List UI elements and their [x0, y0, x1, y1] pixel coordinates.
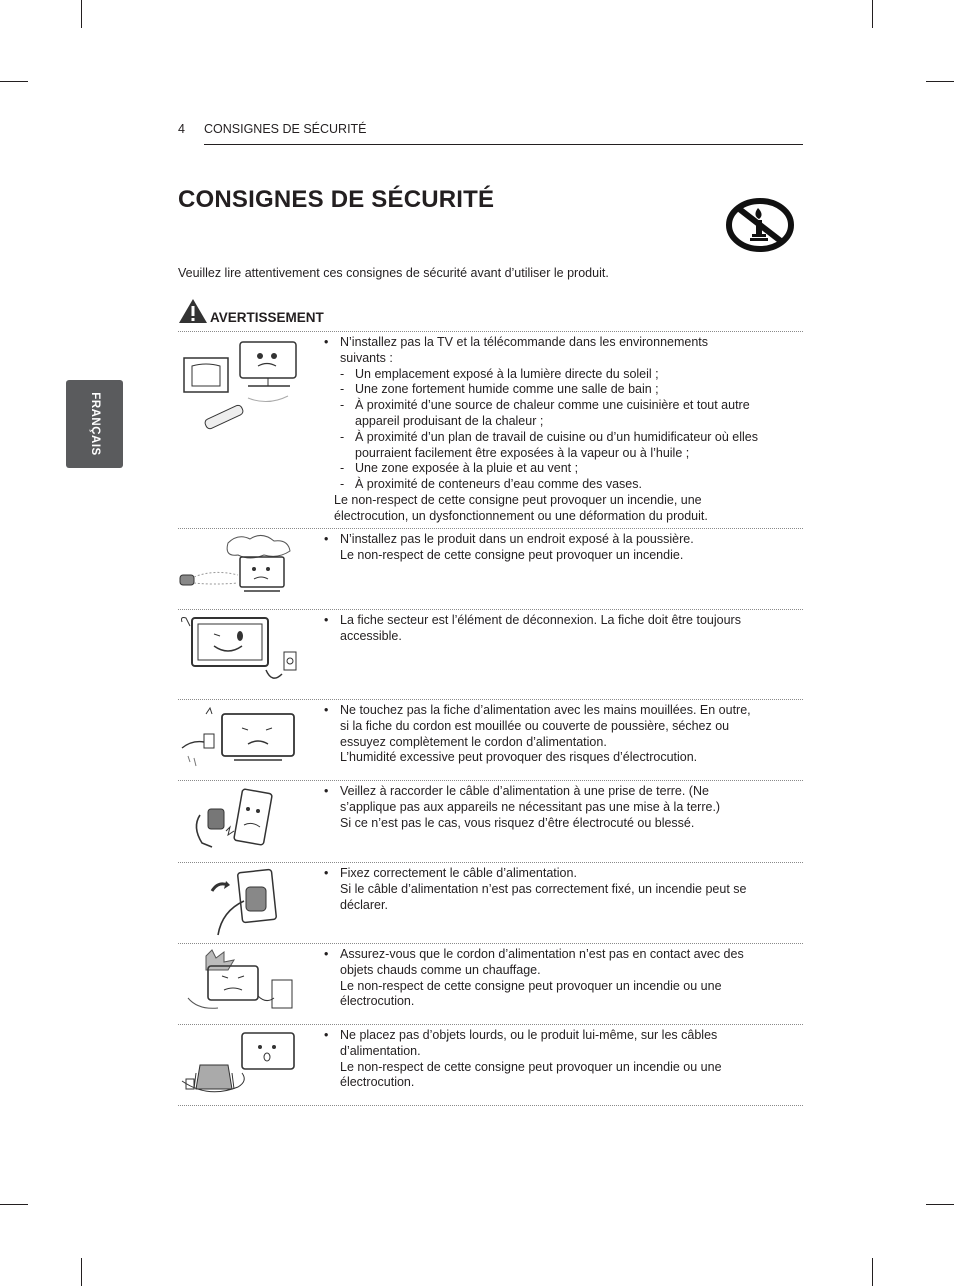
- bullet-point: [324, 613, 794, 645]
- warning-item: [178, 528, 803, 609]
- text-line: • N’installez pas le produit dans un endroit exposé à la poussière.: [340, 532, 694, 546]
- warning-item: [178, 1024, 803, 1106]
- warning-item: [178, 943, 803, 1024]
- text-line: d’alimentation.: [340, 1043, 421, 1058]
- wet-hands-plug-illustration: [178, 704, 308, 776]
- bullet-point: [324, 703, 794, 766]
- bullet-point: [324, 784, 794, 831]
- text-line: Le non-respect de cette consigne peut provoquer un incendie ou une: [340, 1059, 722, 1074]
- warning-text: [324, 532, 794, 564]
- header-rule: [204, 144, 803, 145]
- warning-text: [324, 947, 794, 1010]
- warning-item: [178, 331, 803, 528]
- dusty-environment-illustration: [178, 533, 308, 605]
- sub-item: [324, 430, 794, 462]
- crop-mark: [872, 0, 873, 28]
- text-line: • Assurez-vous que le cordon d’alimentation n’est pas en contact avec des: [340, 947, 744, 961]
- crop-mark: [0, 1204, 28, 1205]
- warning-text: [324, 613, 794, 645]
- text-line: pourraient facilement être exposées à la vapeur ou à l’huile ;: [355, 445, 690, 460]
- text-line: • Veillez à raccorder le câble d’alimentation à une prise de terre. (Ne: [340, 784, 709, 798]
- text-line: électrocution.: [340, 994, 415, 1009]
- text-line: Si le câble d’alimentation n’est pas correctement fixé, un incendie peut se: [340, 881, 747, 896]
- warning-item: [178, 609, 803, 699]
- text-line: s’applique pas aux appareils ne nécessitant pas une mise à la terre.): [340, 799, 721, 814]
- text-line: essuyez complètement le cordon d’alimentation.: [340, 734, 607, 749]
- sub-item: [324, 398, 794, 430]
- language-tab-label: FRANÇAIS: [88, 392, 101, 456]
- text-line: Le non-respect de cette consigne peut provoquer un incendie ou une: [340, 978, 722, 993]
- text-line: objets chauds comme un chauffage.: [340, 962, 541, 977]
- warning-item: [178, 862, 803, 943]
- warning-text: [324, 784, 794, 831]
- text-line: électrocution, un dysfonctionnement ou une déformation du produit.: [334, 508, 708, 523]
- crop-mark: [81, 0, 82, 28]
- text-line: accessible.: [340, 628, 402, 643]
- crop-mark: [872, 1258, 873, 1286]
- intro-text: Veuillez lire attentivement ces consignes de sécurité avant d’utiliser le produit.: [178, 266, 609, 280]
- crop-mark: [81, 1258, 82, 1286]
- heater-contact-illustration: [178, 948, 308, 1020]
- running-title: CONSIGNES DE SÉCURITÉ: [204, 122, 367, 136]
- warning-item: [178, 780, 803, 862]
- text-line: électrocution.: [340, 1075, 415, 1090]
- warning-text: [324, 703, 794, 766]
- text-line: • La fiche secteur est l’élément de déconnexion. La fiche doit être toujours: [340, 613, 741, 627]
- text-line: - Une zone exposée à la pluie et au vent ;: [355, 461, 579, 476]
- text-line: Le non-respect de cette consigne peut provoquer un incendie.: [340, 547, 684, 562]
- accessible-plug-illustration: [178, 614, 308, 694]
- bullet-point: [324, 1028, 794, 1091]
- crop-mark: [0, 81, 28, 82]
- text-line: Le non-respect de cette consigne peut provoquer un incendie, une: [334, 492, 702, 507]
- bullet-point: [324, 335, 794, 367]
- text-line: • Ne touchez pas la fiche d’alimentation avec les mains mouillées. En outre,: [340, 703, 751, 717]
- page-number: 4: [178, 122, 185, 136]
- text-line: • N’installez pas la TV et la télécommande dans les environnements: [340, 335, 709, 349]
- sub-item: [324, 477, 794, 493]
- heavy-object-cable-illustration: [178, 1029, 308, 1101]
- no-open-flame-icon: [724, 196, 796, 254]
- sub-item: [324, 461, 794, 477]
- text-line: - Une zone fortement humide comme une salle de bain ;: [355, 382, 659, 397]
- warning-consequence: [324, 493, 794, 525]
- text-line: si la fiche du cordon est mouillée ou couverte de poussière, séchez ou: [340, 718, 730, 733]
- bullet-point: [324, 947, 794, 1010]
- page-header: [178, 122, 803, 146]
- warning-triangle-icon: [178, 298, 208, 324]
- warning-text: [324, 1028, 794, 1091]
- bullet-point: [324, 532, 794, 564]
- text-line: déclarer.: [340, 897, 388, 912]
- text-line: appareil produisant de la chaleur ;: [355, 413, 544, 428]
- sub-item: [324, 382, 794, 398]
- tv-remote-environment-illustration: [178, 336, 308, 436]
- warning-list: [178, 331, 803, 1106]
- grounded-outlet-illustration: [178, 785, 308, 857]
- secure-plug-illustration: [178, 867, 308, 939]
- warning-text: [324, 335, 794, 525]
- text-line: - Un emplacement exposé à la lumière directe du soleil ;: [355, 366, 659, 381]
- text-line: • Ne placez pas d’objets lourds, ou le produit lui-même, sur les câbles: [340, 1028, 718, 1042]
- language-tab: [66, 380, 123, 468]
- text-line: L’humidité excessive peut provoquer des risques d’électrocution.: [340, 750, 698, 765]
- sub-item: [324, 367, 794, 383]
- text-line: • Fixez correctement le câble d’alimentation.: [340, 866, 577, 880]
- text-line: - À proximité d’une source de chaleur comme une cuisinière et tout autre: [355, 398, 750, 413]
- warning-item: [178, 699, 803, 780]
- text-line: Si ce n’est pas le cas, vous risquez d’être électrocuté ou blessé.: [340, 815, 695, 830]
- text-line: - À proximité d’un plan de travail de cuisine ou d’un humidificateur où elles: [355, 429, 759, 444]
- crop-mark: [926, 1204, 954, 1205]
- warning-text: [324, 866, 794, 913]
- bullet-point: [324, 866, 794, 913]
- text-line: suivants :: [340, 350, 393, 365]
- page-title: CONSIGNES DE SÉCURITÉ: [178, 186, 495, 213]
- warning-label: AVERTISSEMENT: [210, 310, 324, 325]
- crop-mark: [926, 81, 954, 82]
- text-line: - À proximité de conteneurs d’eau comme des vases.: [355, 477, 642, 492]
